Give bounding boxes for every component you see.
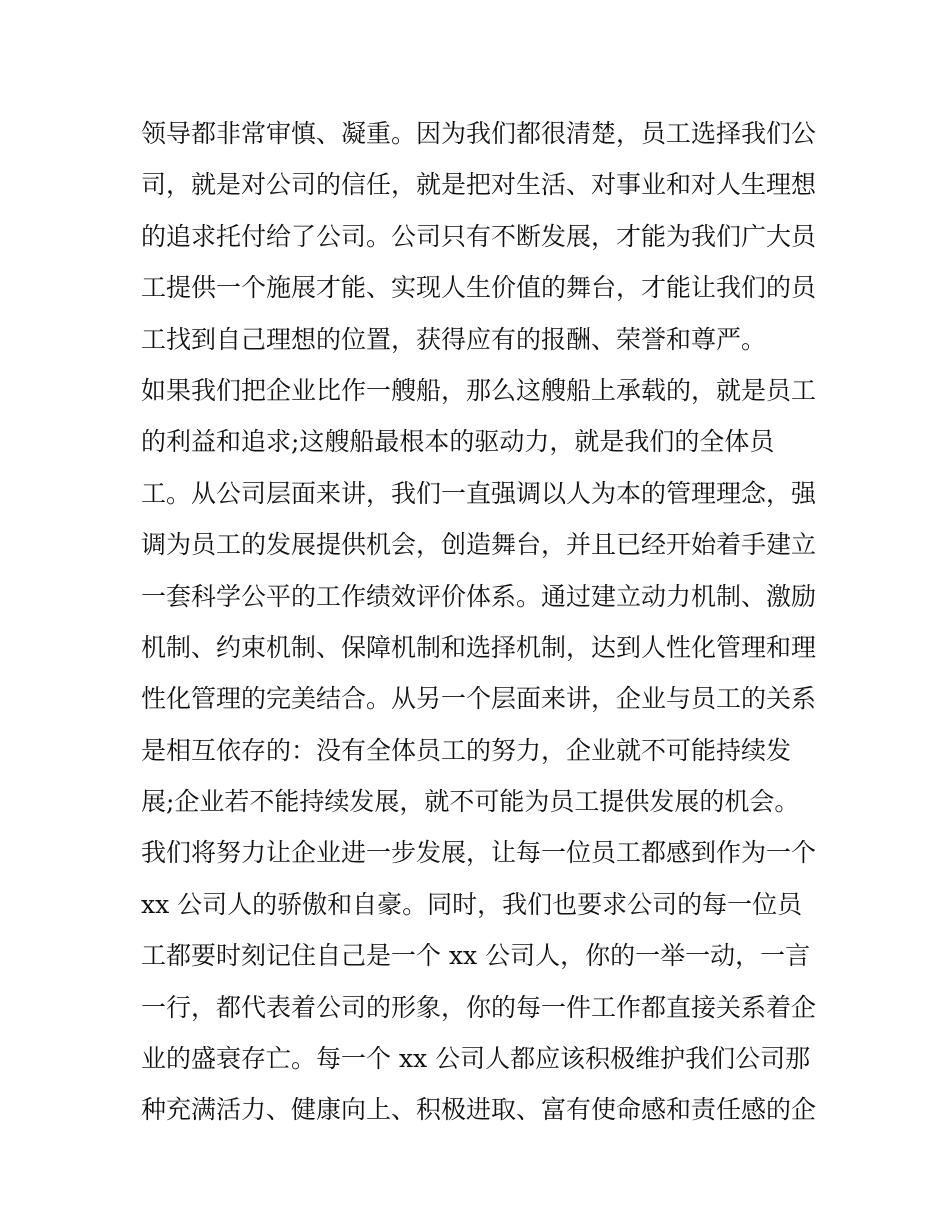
text-line: 机制、约束机制、保障机制和选择机制，达到人性化管理和理 — [141, 632, 817, 662]
text-line: 我们将努力让企业进一步发展，让每一位员工都感到作为一个 — [141, 838, 817, 868]
body-text — [141, 108, 821, 1136]
text-line: 一行，都代表着公司的形象，你的每一件工作都直接关系着企 — [141, 992, 817, 1022]
text-line: 调为员工的发展提供机会，创造舞台，并且已经开始着手建立 — [141, 530, 817, 560]
text-line: 的追求托付给了公司。公司只有不断发展，才能为我们广大员 — [141, 221, 817, 251]
text-line: 业的盛衰存亡。每一个 xx 公司人都应该积极维护我们公司那 — [141, 1044, 811, 1074]
text-line: 一套科学公平的工作绩效评价体系。通过建立动力机制、激励 — [141, 581, 817, 611]
text-line: 性化管理的完美结合。从另一个层面来讲，企业与员工的关系 — [141, 684, 817, 714]
text-line: 领导都非常审慎、凝重。因为我们都很清楚，员工选择我们公 — [141, 119, 817, 148]
text-line: 是相互依存的：没有全体员工的努力，企业就不可能持续发 — [141, 735, 792, 765]
text-line: 工提供一个施展才能、实现人生价值的舞台，才能让我们的员 — [141, 273, 817, 303]
text-line: 司，就是对公司的信任，就是把对生活、对事业和对人生理想 — [141, 170, 817, 200]
text-line: 如果我们把企业比作一艘船，那么这艘船上承载的，就是员工 — [141, 375, 817, 405]
text-line: 的利益和追求;这艘船最根本的驱动力，就是我们的全体员 — [141, 427, 775, 457]
text-line: xx 公司人的骄傲和自豪。同时，我们也要求公司的每一位员 — [141, 889, 803, 919]
text-line: 展;企业若不能持续发展，就不可能为员工提供发展的机会。 — [141, 787, 800, 817]
text-line: 工。从公司层面来讲，我们一直强调以人为本的管理理念，强 — [141, 478, 817, 508]
text-line: 工找到自己理想的位置，获得应有的报酬、荣誉和尊严。 — [141, 324, 767, 354]
text-line: 工都要时刻记住自己是一个 xx 公司人，你的一举一动，一言 — [141, 941, 811, 971]
text-line: 种充满活力、健康向上、积极进取、富有使命感和责任感的企 — [141, 1095, 817, 1125]
